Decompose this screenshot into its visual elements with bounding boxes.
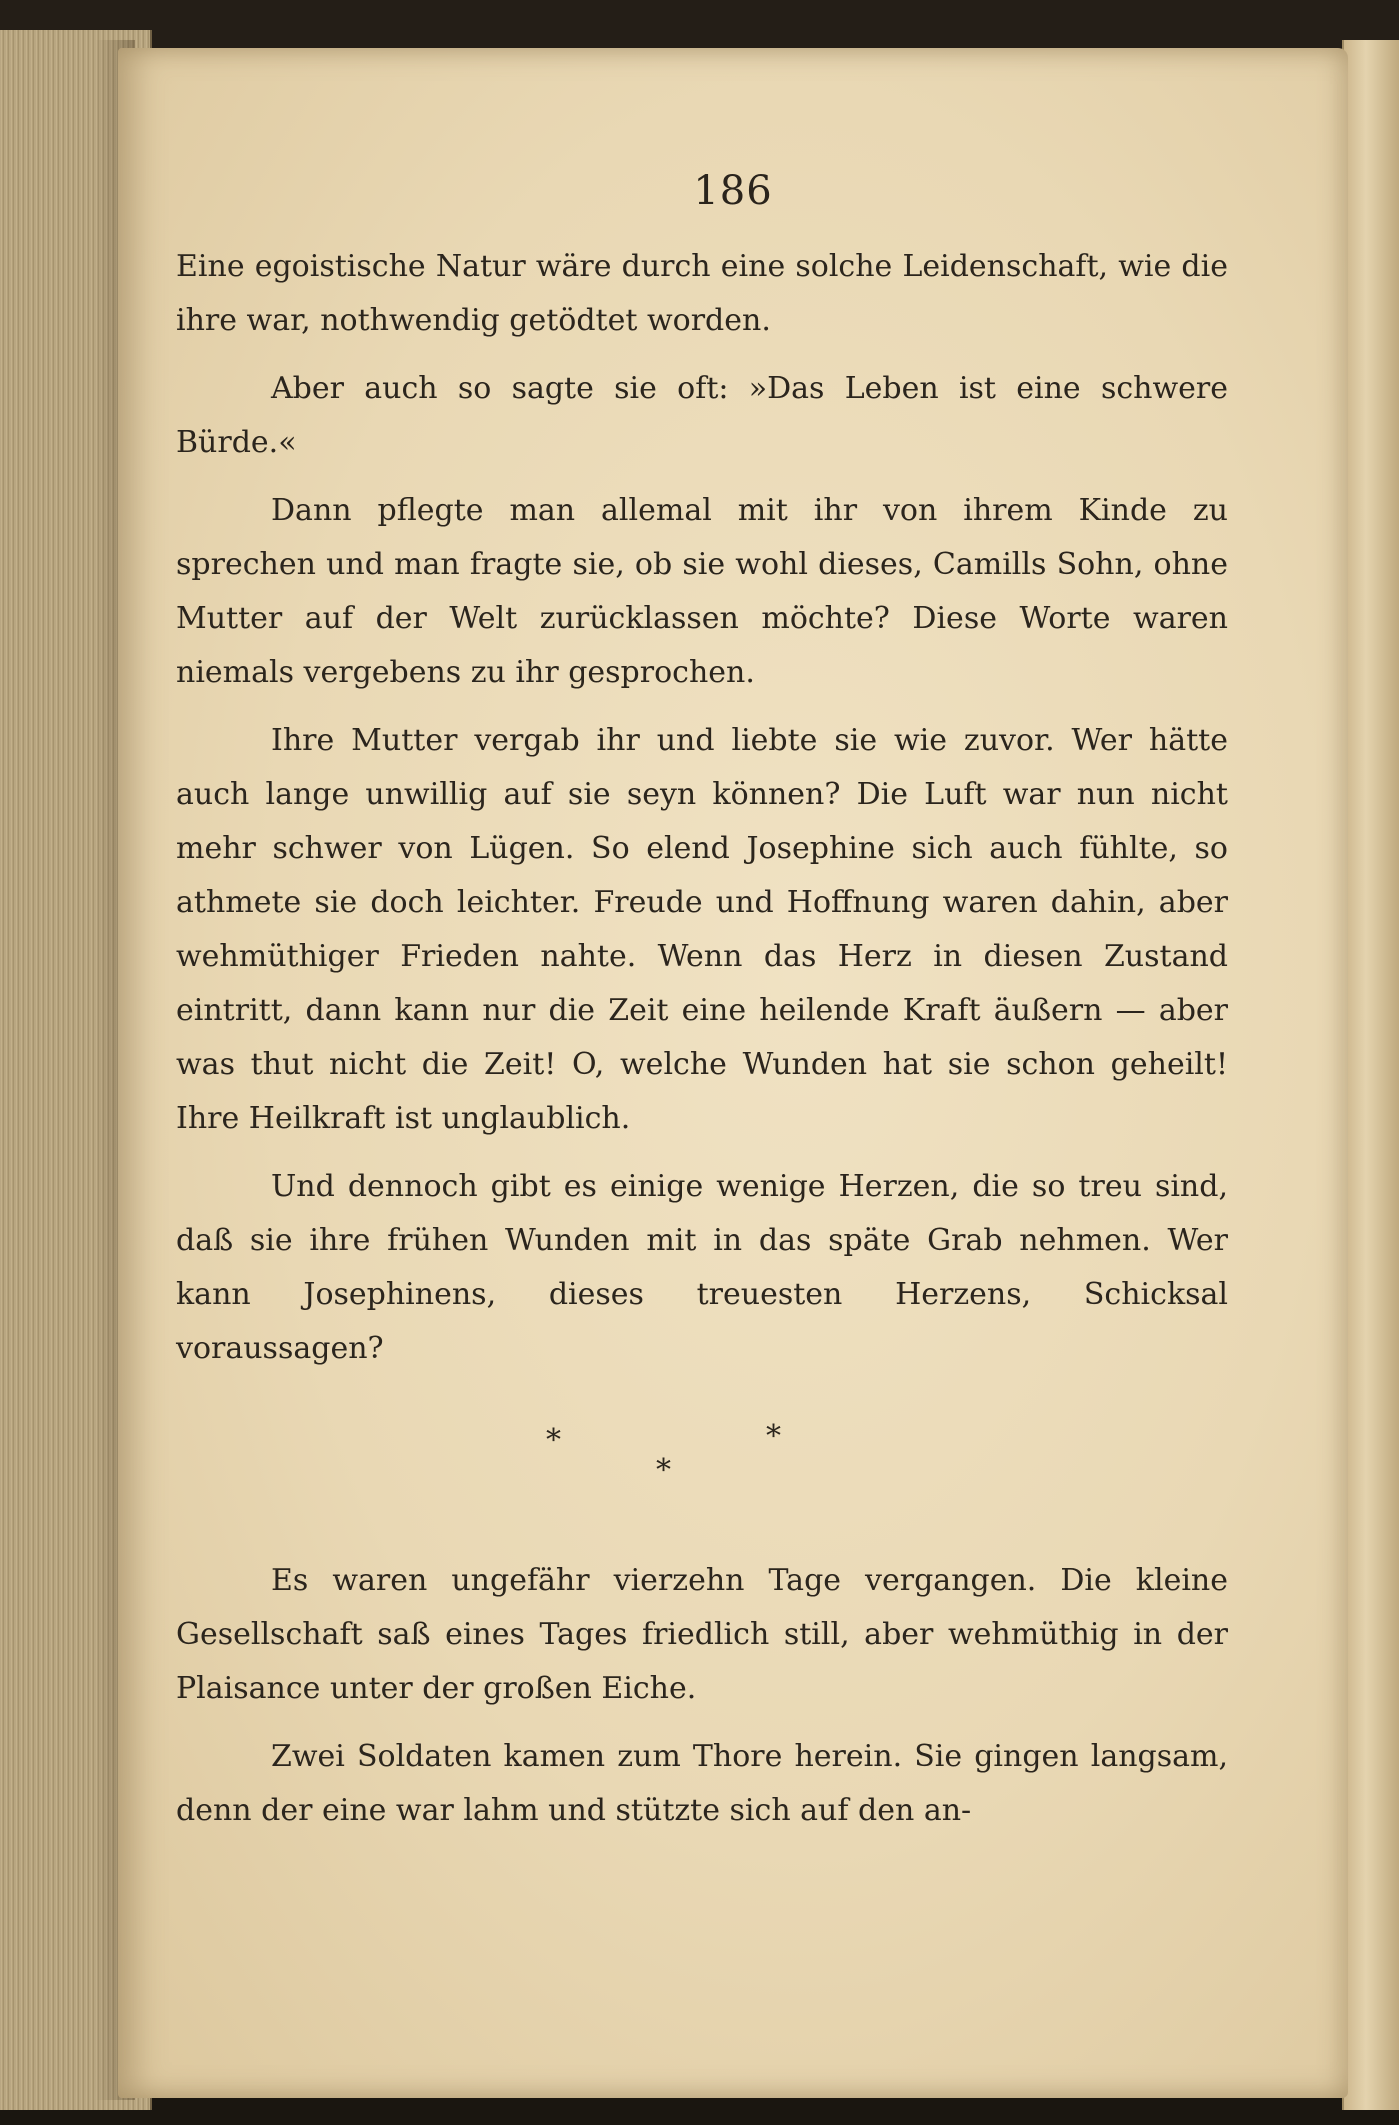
page-text [176, 240, 1228, 1852]
paragraph: Und dennoch gibt es einige wenige Herzen, die so treu sind, daß sie ihre frühen Wunden mit in das späte Grab nehmen. Wer kann Josephinens, dieses treuesten Herzens, Schicksal voraussagen? [176, 1169, 1228, 1366]
asterisk: * [546, 1423, 561, 1458]
section-separator [176, 1404, 1228, 1514]
paragraph: Es waren ungefähr vierzehn Tage vergangen. Die kleine Gesellschaft saß eines Tages friedlich still, aber wehmüthig in der Plaisance unter der großen Eiche. [176, 1563, 1228, 1706]
next-page-edge [1342, 40, 1399, 2110]
asterisk: * [766, 1419, 781, 1454]
paragraph: Zwei Soldaten kamen zum Thore herein. Sie gingen langsam, denn der eine war lahm und stützte sich auf den an- [176, 1739, 1228, 1828]
paragraph: Dann pflegte man allemal mit ihr von ihrem Kinde zu sprechen und man fragte sie, ob sie wohl dieses, Camills Sohn, ohne Mutter auf der Welt zurücklassen möchte? Diese Worte waren niemals vergebens zu ihr gesprochen. [176, 493, 1228, 690]
page-number: 186 [693, 168, 773, 214]
paragraph: Ihre Mutter vergab ihr und liebte sie wie zuvor. Wer hätte auch lange unwillig auf sie seyn können? Die Luft war nun nicht mehr schwer von Lügen. So elend Josephine sich auch fühlte, so athmete sie doch leichter. Freude und Hoffnung waren dahin, aber wehmüthiger Frieden nahte. Wenn das Herz in diesen Zustand eintritt, dann kann nur die Zeit eine heilende Kraft äußern — aber was thut nicht die Zeit! O, welche Wunden hat sie schon geheilt! Ihre Heilkraft ist unglaublich. [176, 723, 1228, 1136]
asterisk: * [656, 1453, 671, 1488]
paragraph: Aber auch so sagte sie oft: »Das Leben ist eine schwere Bürde.« [176, 371, 1228, 460]
paragraph: Eine egoistische Natur wäre durch eine solche Leidenschaft, wie die ihre war, nothwendig getödtet worden. [176, 249, 1228, 338]
